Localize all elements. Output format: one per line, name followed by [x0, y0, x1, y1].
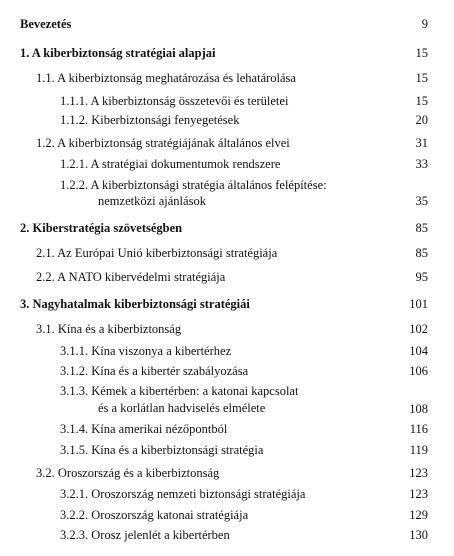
toc-page-number: 15 — [415, 71, 428, 85]
toc-title: 2. Kiberstratégia szövetségben — [20, 221, 183, 235]
toc-page-number: 129 — [409, 508, 428, 522]
toc-title-continuation: és a korlátlan hadviselés elmélete — [98, 401, 266, 415]
toc-title: 3.2.1. Oroszország nemzeti biztonsági stratégiája — [60, 487, 306, 501]
toc-title: 3. Nagyhatalmak kiberbiztonsági stratégiái — [20, 297, 250, 311]
toc-title: 1.2.2. A kiberbiztonsági stratégia általános felépítése: — [60, 178, 327, 192]
toc-page-number: 95 — [415, 270, 428, 284]
toc-page-number: 123 — [409, 487, 428, 501]
toc-page-number: 119 — [409, 443, 428, 457]
toc-page-number: 9 — [421, 17, 428, 31]
toc-title: 1.1. A kiberbiztonság meghatározása és lehatárolása — [36, 71, 296, 85]
toc-page-number: 123 — [409, 466, 428, 480]
toc-title: 3.1. Kína és a kiberbiztonság — [36, 322, 182, 336]
toc-page-number: 106 — [409, 364, 428, 378]
toc-page-number: 33 — [415, 157, 428, 171]
toc-page-number: 15 — [415, 94, 428, 108]
toc-page-number: 85 — [415, 246, 428, 260]
toc-page-number: 102 — [409, 322, 428, 336]
toc-title: 3.2.2. Oroszország katonai stratégiája — [60, 508, 249, 522]
toc-page-number: 104 — [409, 344, 428, 358]
toc-page-number: 15 — [415, 46, 428, 60]
toc-page-number: 35 — [415, 194, 428, 208]
toc-page-number: 101 — [409, 297, 428, 311]
toc-title: 3.1.1. Kína viszonya a kibertérhez — [60, 344, 232, 358]
toc-title: 2.1. Az Európai Unió kiberbiztonsági stratégiája — [36, 246, 278, 260]
toc-title: 1.2.1. A stratégiai dokumentumok rendszere — [60, 157, 281, 171]
toc-title: 3.2.3. Orosz jelenlét a kibertérben — [60, 528, 230, 542]
toc-title: 3.1.2. Kína és a kibertér szabályozása — [60, 364, 249, 378]
toc-title-continuation: nemzetközi ajánlások — [98, 194, 206, 208]
toc-title: 3.1.3. Kémek a kibertérben: a katonai kapcsolat — [60, 384, 299, 398]
toc-title: 1.1.2. Kiberbiztonsági fenyegetések — [60, 113, 240, 127]
toc-title: 1. A kiberbiztonság stratégiai alapjai — [20, 46, 216, 60]
toc-page-number: 116 — [409, 422, 428, 436]
toc-page-number: 108 — [409, 402, 428, 416]
toc-title: 2.2. A NATO kibervédelmi stratégiája — [36, 270, 226, 284]
toc-page-number: 20 — [415, 113, 428, 127]
toc-page-number: 31 — [415, 136, 428, 150]
toc-page-number: 130 — [409, 528, 428, 542]
toc-title: Bevezetés — [20, 17, 72, 31]
toc-title: 3.2. Oroszország és a kiberbiztonság — [36, 466, 220, 480]
toc-title: 3.1.5. Kína és a kiberbiztonsági stratégia — [60, 443, 264, 457]
toc-title: 1.2. A kiberbiztonság stratégiájának általános elvei — [36, 136, 290, 150]
toc-title: 1.1.1. A kiberbiztonság összetevői és területei — [60, 94, 289, 108]
toc-page-number: 85 — [415, 221, 428, 235]
toc-title: 3.1.4. Kína amerikai nézőpontból — [60, 422, 228, 436]
